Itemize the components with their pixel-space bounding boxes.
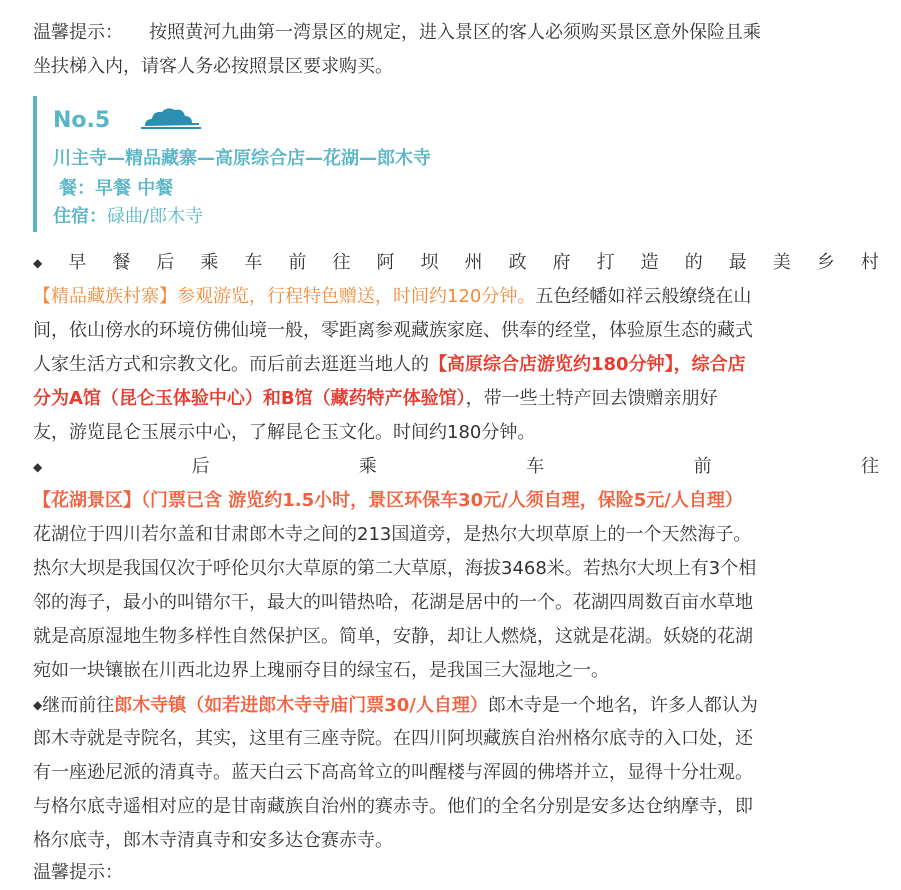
village-line1-char: 后: [156, 252, 175, 273]
day-meals: [59, 174, 173, 200]
lake-highlight: 【花湖景区】（门票已含 游览约1.5小时，景区环保车30元/人须自理，保险5元/人自理）: [33, 490, 743, 511]
notice-bottom: [33, 856, 879, 890]
notice-bottom-label: 温馨提示：: [33, 862, 123, 883]
village-line1-char: 府: [552, 252, 571, 273]
village-line4-pre: 人家生活方式和宗教文化。而后前去逛逛当地人的: [33, 354, 429, 375]
langmusi-highlight: 郎木寺镇（如若进郎木寺寺庙门票30/人自理）: [114, 695, 488, 716]
village-line1-char: 的: [684, 252, 703, 273]
village-line1-char: 州: [464, 252, 483, 273]
notice-top-line2: 坐扶梯入内，请客人务必按照景区要求购买。: [33, 56, 393, 77]
langmusi-line3: 有一座逊尼派的清真寺。蓝天白云下高高耸立的叫醒楼与浑圆的佛塔并立，显得十分壮观。: [33, 762, 753, 783]
section-village-line1: [33, 246, 879, 280]
village-line2-rest: 五色经幡如祥云般缭绕在山: [535, 286, 752, 307]
village-line1-char: 前: [288, 252, 307, 273]
bullet-icon: ◆: [33, 460, 43, 474]
day-header: [33, 96, 537, 232]
village-line5-rest: ，带一些土特产回去馈赠亲朋好: [465, 388, 718, 409]
day-stay: [53, 202, 203, 228]
notice-top: [33, 16, 879, 84]
village-line1-char: 政: [508, 252, 527, 273]
village-highlight: 【精品藏族村寨】参观游览，行程特色赠送，时间约120分钟。: [33, 286, 536, 307]
lake-line1-char: 乘: [358, 456, 377, 477]
lake-line1-char: 往: [860, 456, 879, 477]
village-line3: 间，依山傍水的环境仿佛仙境一般，零距离参观藏族家庭、供奉的经堂，体验原生态的藏式: [33, 320, 753, 341]
stay-value: 碌曲/郎木寺: [107, 206, 204, 227]
meals-label: 餐：: [59, 178, 95, 199]
lake-line4: 热尔大坝是我国仅次于呼伦贝尔大草原的第二大草原，海拔3468米。若热尔大坝上有3个相: [33, 558, 757, 579]
village-line1-char: 美: [772, 252, 791, 273]
village-line6: 友，游览昆仑玉展示中心，了解昆仑玉文化。时间约180分钟。: [33, 422, 536, 443]
village-line1-char: 乡: [816, 252, 835, 273]
notice-top-line1: 按照黄河九曲第一湾景区的规定，进入景区的客人必须购买景区意外保险且乘: [149, 22, 761, 43]
langmusi-line4: 与格尔底寺遥相对应的是甘南藏族自治州的赛赤寺。他们的全名分别是安多达仓纳摩寺，即: [33, 796, 753, 817]
lake-line1-char: 车: [526, 456, 545, 477]
bullet-icon: ◆: [33, 698, 43, 712]
lake-line5: 邻的海子，最小的叫错尔干，最大的叫错热哈，花湖是居中的一个。花湖四周数百亩水草地: [33, 592, 753, 613]
village-line1-char: 造: [640, 252, 659, 273]
cloud-icon: [141, 106, 201, 132]
shop-highlight: 【高原综合店游览约180分钟】，综合店: [429, 354, 746, 375]
lake-line3: 花湖位于四川若尔盖和甘肃郎木寺之间的213国道旁，是热尔大坝草原上的一个天然海子。: [33, 524, 752, 545]
village-line1-char: 阿: [376, 252, 395, 273]
section-village: [33, 246, 879, 450]
village-line1-char: 村: [860, 252, 879, 273]
langmusi-line1-rest: 郎木寺是一个地名，许多人都认为: [487, 695, 758, 716]
meals-value: 早餐 中餐: [95, 178, 174, 199]
village-line1-char: 往: [332, 252, 351, 273]
village-line1-char: 坝: [420, 252, 439, 273]
stay-label: 住宿：: [53, 206, 107, 227]
village-line1-char: 车: [244, 252, 263, 273]
langmusi-line1-pre: 继而前往: [42, 695, 115, 716]
village-line1-char: 早: [68, 252, 87, 273]
day-route: 川主寺—精品藏寨—高原综合店—花湖—郎木寺: [53, 148, 431, 169]
shop-halls-highlight: 分为A馆（昆仑玉体验中心）和B馆（藏药特产体验馆）: [33, 388, 466, 409]
village-line1-char: 乘: [200, 252, 219, 273]
day-number: No.5: [53, 108, 111, 133]
notice-top-label: 温馨提示：: [33, 22, 123, 43]
section-langmusi: [33, 688, 879, 858]
lake-line7: 宛如一块镶嵌在川西北边界上瑰丽夺目的绿宝石，是我国三大湿地之一。: [33, 660, 609, 681]
section-flower-lake: [33, 450, 879, 688]
village-line1-char: 最: [728, 252, 747, 273]
lake-line1-char: 后: [191, 456, 210, 477]
village-line1-char: 餐: [112, 252, 131, 273]
langmusi-line2: 郎木寺就是寺院名，其实，这里有三座寺院。在四川阿坝藏族自治州格尔底寺的入口处，还: [33, 728, 753, 749]
bullet-icon: ◆: [33, 256, 43, 270]
village-line1-char: 打: [596, 252, 615, 273]
langmusi-line5: 格尔底寺，郎木寺清真寺和安多达仓赛赤寺。: [33, 830, 393, 851]
lake-line6: 就是高原湿地生物多样性自然保护区。简单，安静，却让人燃烧，这就是花湖。妖娆的花湖: [33, 626, 753, 647]
lake-line1-char: 前: [693, 456, 712, 477]
section-lake-line1: [33, 450, 879, 484]
